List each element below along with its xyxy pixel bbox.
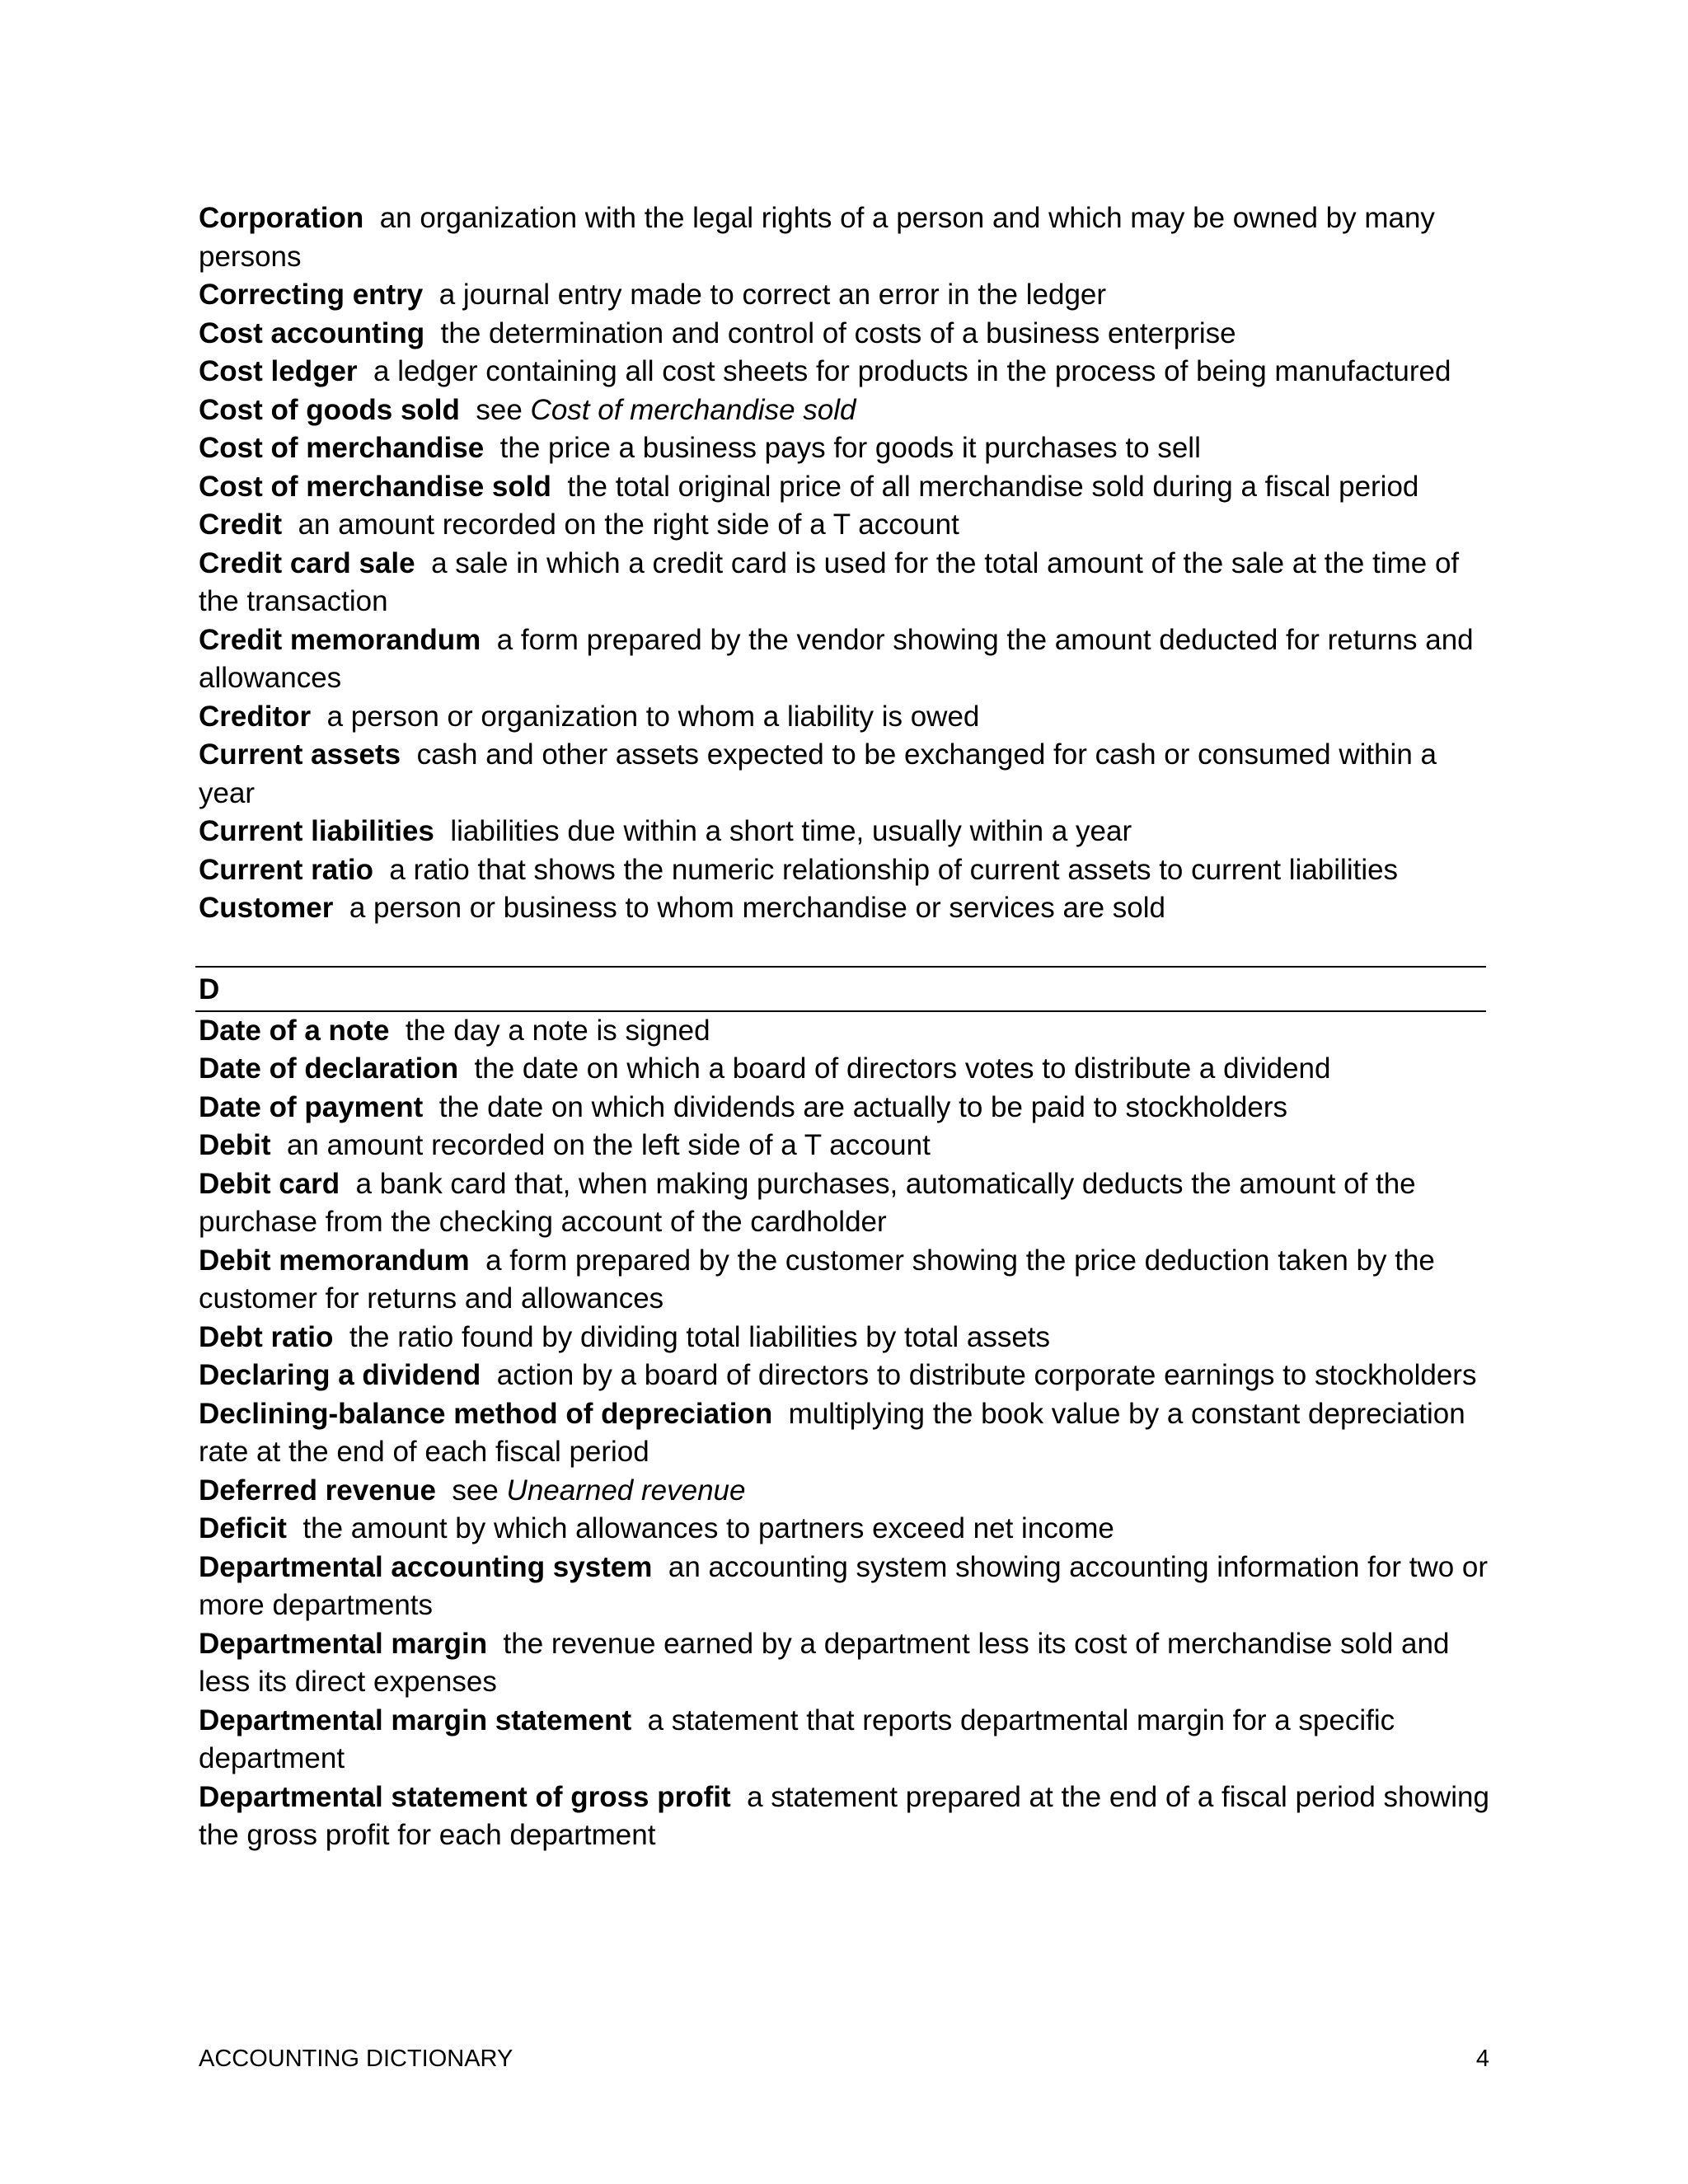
glossary-entry [199, 1165, 1489, 1242]
entry-term: Debit memorandum [199, 1244, 470, 1277]
entry-term: Declaring a dividend [199, 1359, 481, 1391]
glossary-entry [199, 1625, 1489, 1702]
glossary-section-c [199, 199, 1489, 928]
entry-term: Cost of goods sold [199, 393, 460, 426]
entry-term: Date of payment [199, 1090, 424, 1123]
entry-term: Cost of merchandise sold [199, 470, 551, 503]
entry-definition: a form prepared by the vendor showing the amount deducted for returns and allowances [199, 623, 1474, 694]
entry-term: Declining-balance method of depreciation [199, 1397, 773, 1430]
entry-term: Deficit [199, 1512, 287, 1544]
entry-term: Date of a note [199, 1014, 390, 1047]
entry-definition: a journal entry made to correct an error in the ledger [438, 279, 1107, 311]
entry-definition: see [452, 1474, 499, 1507]
entry-definition: the day a note is signed [405, 1014, 710, 1047]
section-letter: D [199, 972, 220, 1005]
entry-definition: the determination and control of costs of a business enterprise [440, 316, 1236, 349]
glossary-entry [199, 199, 1489, 276]
glossary-entry [199, 468, 1489, 507]
glossary-entry [199, 391, 1489, 430]
glossary-entry [199, 813, 1489, 851]
glossary-entry [199, 1702, 1489, 1779]
entry-definition: a ledger containing all cost sheets for products in the process of being manufactured [373, 355, 1451, 387]
glossary-entry [199, 429, 1489, 468]
glossary-content [199, 199, 1489, 1855]
entry-term: Cost ledger [199, 355, 358, 387]
entry-definition: a ratio that shows the numeric relationship of current assets to current liabilities [389, 853, 1399, 886]
glossary-entry [199, 1472, 1489, 1511]
glossary-entry [199, 621, 1489, 698]
glossary-section-d [199, 1012, 1489, 1855]
glossary-entry [199, 698, 1489, 737]
entry-definition: a person or business to whom merchandise or services are sold [349, 892, 1166, 924]
entry-term: Cost of merchandise [199, 432, 485, 464]
entry-definition: a sale in which a credit card is used for the total amount of the sale at the time of the transaction [199, 546, 1460, 617]
entry-term: Credit [199, 509, 283, 541]
entry-definition: the amount by which allowances to partners exceed net income [302, 1512, 1114, 1544]
entry-term: Departmental margin statement [199, 1704, 632, 1736]
section-header-d [195, 966, 1486, 1012]
glossary-entry [199, 1510, 1489, 1549]
entry-term: Corporation [199, 202, 364, 234]
entry-definition: action by a board of directors to distribute corporate earnings to stockholders [496, 1359, 1477, 1391]
glossary-entry [199, 889, 1489, 928]
entry-term: Customer [199, 892, 334, 924]
entry-term: Correcting entry [199, 279, 424, 311]
entry-definition: multiplying the book value by a constant depreciation rate at the end of each fiscal period [199, 1397, 1465, 1468]
glossary-entry [199, 1127, 1489, 1165]
entry-term: Debt ratio [199, 1320, 334, 1353]
entry-definition: a bank card that, when making purchases, automatically deducts the amount of the purchase from the checking account of the cardholder [199, 1167, 1416, 1238]
entry-term: Current assets [199, 738, 401, 771]
entry-term: Credit memorandum [199, 623, 481, 656]
glossary-entry [199, 851, 1489, 890]
entry-term: Date of declaration [199, 1052, 459, 1085]
entry-term: Departmental statement of gross profit [199, 1780, 731, 1813]
glossary-entry [199, 1779, 1489, 1855]
glossary-entry [199, 545, 1489, 621]
entry-term: Debit [199, 1129, 271, 1161]
entry-term: Departmental margin [199, 1627, 488, 1660]
entry-term: Current ratio [199, 853, 373, 886]
entry-definition: cash and other assets expected to be exchanged for cash or consumed within a year [199, 738, 1437, 809]
glossary-entry [199, 315, 1489, 354]
entry-definition: the total original price of all merchandise sold during a fiscal period [567, 470, 1419, 503]
glossary-entry [199, 736, 1489, 813]
entry-definition: the date on which a board of directors votes to distribute a dividend [474, 1052, 1331, 1085]
entry-definition: a form prepared by the customer showing the price deduction taken by the customer for returns and allowances [199, 1244, 1435, 1315]
glossary-entry [199, 353, 1489, 391]
entry-definition: an amount recorded on the left side of a T account [286, 1129, 931, 1161]
glossary-entry [199, 1012, 1489, 1051]
entry-term: Cost accounting [199, 316, 425, 349]
glossary-entry [199, 276, 1489, 315]
entry-definition: the date on which dividends are actually to be paid to stockholders [438, 1090, 1287, 1123]
entry-definition: a person or organization to whom a liability is owed [326, 700, 980, 733]
footer-title: ACCOUNTING DICTIONARY [199, 2046, 513, 2072]
entry-definition: a statement that reports departmental margin for a specific department [199, 1704, 1395, 1774]
entry-cross-reference: Unearned revenue [506, 1474, 746, 1507]
entry-definition: liabilities due within a short time, usually within a year [450, 815, 1132, 847]
glossary-entry [199, 1549, 1489, 1625]
entry-definition: an amount recorded on the right side of a T account [298, 509, 959, 541]
glossary-entry [199, 1242, 1489, 1319]
entry-definition: the ratio found by dividing total liabilities by total assets [349, 1320, 1051, 1353]
page-footer [199, 2044, 1489, 2074]
glossary-entry [199, 1395, 1489, 1472]
entry-cross-reference: Cost of merchandise sold [530, 393, 856, 426]
entry-term: Departmental accounting system [199, 1550, 653, 1583]
entry-definition: an accounting system showing accounting information for two or more departments [199, 1550, 1489, 1621]
entry-definition: the price a business pays for goods it purchases to sell [499, 432, 1201, 464]
entry-definition: an organization with the legal rights of a person and which may be owned by many persons [199, 202, 1435, 273]
entry-term: Creditor [199, 700, 312, 733]
entry-term: Deferred revenue [199, 1474, 436, 1507]
entry-definition: the revenue earned by a department less its cost of merchandise sold and less its direct expenses [199, 1627, 1450, 1698]
entry-term: Credit card sale [199, 546, 415, 579]
entry-term: Debit card [199, 1167, 340, 1200]
entry-definition: see [476, 393, 523, 426]
page-number: 4 [1475, 2046, 1489, 2072]
glossary-entry [199, 1050, 1489, 1089]
entry-definition: a statement prepared at the end of a fiscal period showing the gross profit for each department [199, 1780, 1489, 1851]
glossary-entry [199, 1089, 1489, 1127]
glossary-entry [199, 506, 1489, 545]
glossary-entry [199, 1319, 1489, 1357]
entry-term: Current liabilities [199, 815, 434, 847]
glossary-entry [199, 1357, 1489, 1395]
